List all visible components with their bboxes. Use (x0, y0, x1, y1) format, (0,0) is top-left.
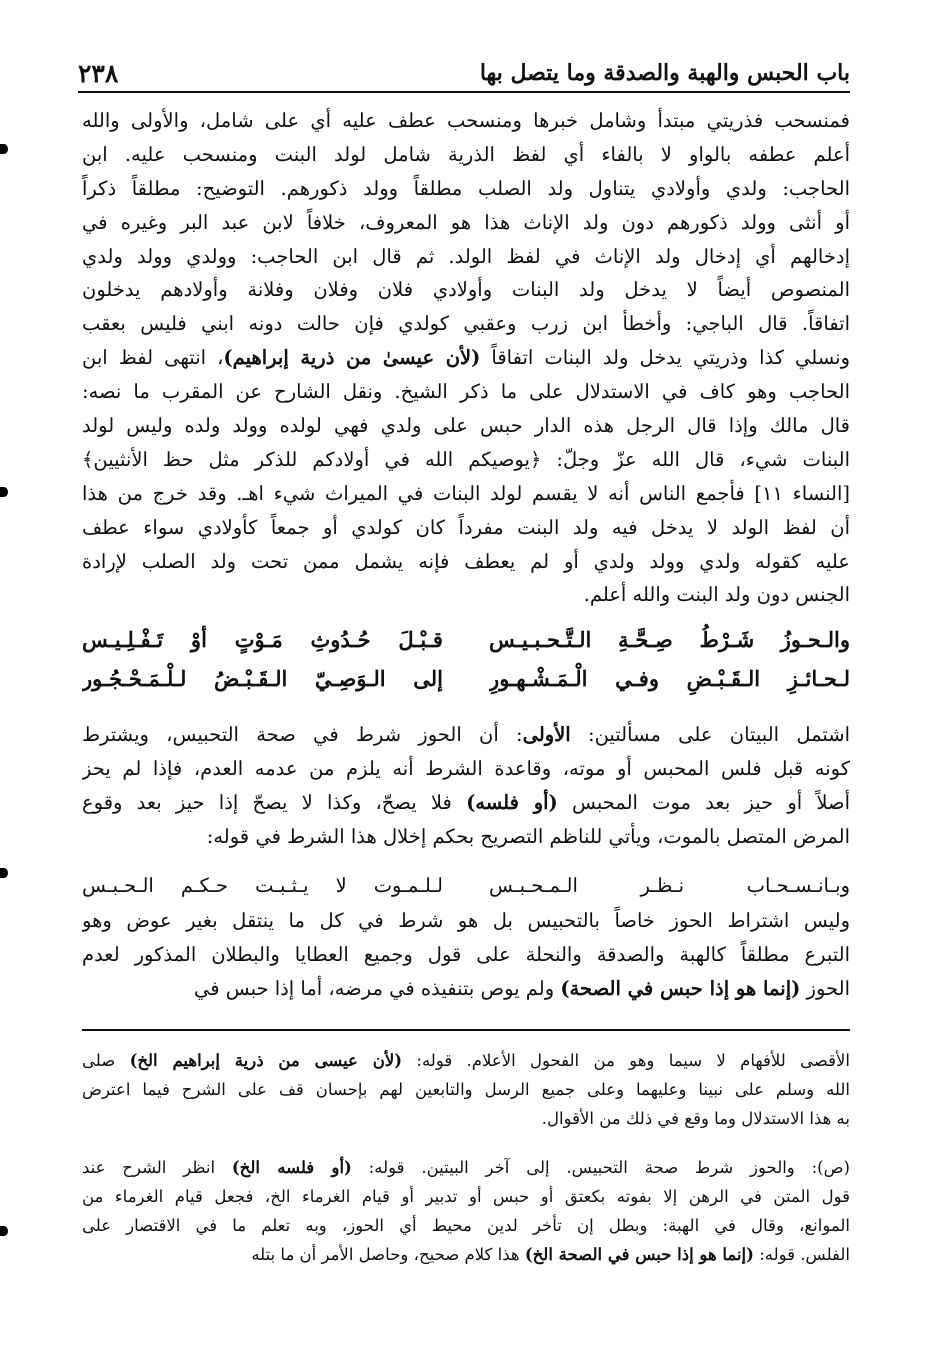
text-segment: أو أنثى وولد ذكورهم دون ولد الإناث هذا هو المعروف، خلافاً لابن عبد البر وغيره في (82, 210, 850, 234)
margin-mark (0, 868, 8, 878)
text-line (82, 1046, 850, 1075)
text-segment: ولم يوص بتنفيذه في مرضه، أما إذا حبس في (193, 976, 561, 1000)
text-segment: ، انتهى لفظ ابن (82, 346, 224, 370)
text-segment: الجنس دون ولد البنت والله أعلم. (583, 583, 850, 607)
text-segment: فمنسحب فذريتي مبتدأ وشامل خبرها ومنسحب عطف عليه أي على شامل، والأولى والله (82, 109, 850, 132)
text-line (82, 477, 850, 511)
text-segment: عليه كقوله ولدي وولد ولدي أو لم يعطف فإنه يشمل ممن تحت ولد الصلب لإرادة (82, 549, 850, 573)
poem-verses (82, 620, 850, 698)
text-line (82, 1153, 850, 1182)
text-segment: صلى (82, 1051, 130, 1070)
text-line (82, 972, 850, 1006)
main-text (82, 104, 850, 612)
text-segment: الفلس. قوله: (753, 1245, 850, 1264)
text-segment: به هذا الاستدلال وما وقع في ذلك من الأقوال. (541, 1109, 850, 1128)
text-line (82, 443, 850, 477)
text-segment: الحاجب وهو كاف في الاستدلال على ما ذكر الشيخ. ونقل الشارح عن المقرب ما نصه: (82, 380, 850, 404)
text-segment: المرض المتصل بالموت، ويأتي للناظم التصريح بحكم إخلال هذا الشرط في قوله: (206, 824, 850, 848)
text-line (82, 138, 850, 172)
text-segment: اشتمل البيتان على مسألتين: (570, 723, 850, 746)
text-segment: إدخالهم أي إدخال ولد الإناث في لفظ الولد. ثم قال ابن الحاجب: وولدي وولد ولدي (82, 244, 850, 268)
bold-quote: (أو فلسه الخ) (231, 1158, 352, 1177)
text-segment: (ص): والحوز شرط صحة التحبيس. إلى آخر البيتين. قوله: (351, 1158, 850, 1177)
text-segment: الله وسلم على نبينا وعليهما وعلى جميع الرسل والتابعين لهم بإحسان قف على الشرح فيما اعترض (82, 1080, 850, 1099)
verse-line (82, 659, 850, 698)
footnote-separator (82, 1029, 850, 1031)
text-segment: الأقصى للأفهام لا سيما وهو من الفحول الأعلام. قوله: (402, 1051, 850, 1070)
text-line (82, 938, 850, 972)
bold-quote: (أو فلسه) (466, 790, 558, 814)
text-line (82, 104, 850, 138)
text-segment: قال مالك وإذا قال الرجل هذه الدار حبس على ولدي فهي لولده وولد ولده وليس لولد (82, 414, 850, 438)
text-line (82, 718, 850, 752)
text-line (82, 307, 850, 341)
text-segment: الحوز (800, 976, 850, 1000)
text-line (82, 1240, 850, 1269)
verse-hemistich-second: قـبْـلَ حُـدُوثِ مَـوْتٍ أوْ تَـفْـلِـيـس (82, 627, 443, 652)
bold-quote: (لأن عيسىٰ من ذرية إبراهيم) (223, 346, 481, 370)
verse-hemistich-second: إلى الـوَصِـيّ الـقَـبْـضُ لـلْـمَـحْـجُـور (82, 666, 443, 691)
text-segment: أصلاً أو حيز بعد موت المحبس (557, 790, 850, 814)
running-title: باب الحبس والهبة والصدقة وما يتصل بها (479, 60, 850, 86)
margin-mark (0, 1226, 8, 1236)
text-line (82, 172, 850, 206)
text-segment: فلا يصحّ، وكذا لا يصحّ إذا حيز بعد وقوع (82, 790, 467, 814)
margin-mark (0, 487, 8, 497)
main-text-continued (82, 718, 850, 854)
text-segment: وليس اشتراط الحوز خاصاً بالتحبيس بل هو شرط في كل ما ينتقل بغير عوض وهو (82, 909, 850, 932)
text-segment: المنصوص أيضاً لا يدخل ولد البنات وأولادي فلان وفلان وفلانة وأولادهم يدخلون (82, 278, 850, 302)
text-segment: ونسلي كذا وذريتي يدخل ولد البنات اتفاقاً (480, 346, 850, 370)
text-line (82, 240, 850, 274)
text-line (82, 206, 850, 240)
text-line (82, 409, 850, 443)
text-segment: انظر الشرح عند (82, 1158, 232, 1177)
main-text-final (82, 904, 850, 1006)
text-line (82, 511, 850, 545)
text-line (82, 1211, 850, 1240)
text-segment: أعلم عطفه بالواو لا بالفاء أي لفظ الذرية شامل لولد البنت ومنسحب عليه. ابن (82, 142, 850, 166)
bold-quote: (إنما هو إذا حبس في الصحة الخ) (524, 1245, 754, 1264)
text-segment: الموانع، وقال في الهبة: وبطل إن تأخر لدين محيط أي الحوز، وبه تعلم ما في الاقتصار على (82, 1216, 850, 1235)
bold-quote: الأولى (522, 723, 571, 746)
header-rule (78, 91, 850, 93)
text-line (82, 341, 850, 375)
verse-hemistich-first: وبـانـسـحـاب نـظـر الـمـحـبـس (489, 874, 850, 897)
verse-hemistich-first: والـحـوزُ شَـرْطُ صِـحَّـةِ الـتَّـحـبـيـس (489, 627, 850, 652)
text-segment: : أن الحوز شرط في صحة التحبيس، ويشترط (82, 723, 523, 746)
text-segment: الحاجب: ولدي وأولادي يتناول ولد الصلب مطلقاً وولد ذكورهم. التوضيح: مطلقاً ذكراً (82, 176, 850, 200)
text-segment: [النساء ١١] فأجمع الناس أنه لا يقسم لولد البنات في الميراث شيء اهـ. وقد خرج من هذا (82, 481, 850, 505)
text-segment: أن لفظ الولد لا يدخل فيه ولد البنت مفرداً كان كولدي أو جمعاً كأولادي سواء عطف (82, 515, 850, 539)
text-segment: التبرع مطلقاً كالهبة والصدقة والنحلة على قول وجميع العطايا والبطلان المذكور لعدم (82, 942, 850, 966)
text-line (82, 1075, 850, 1104)
text-segment: قول المتن في الرهن إلا بفوته بكعتق أو حبس أو تدبير أو قيام الغرماء الخ، فجعل قيام الغرماء من (82, 1187, 850, 1206)
footnote-1 (82, 1046, 850, 1133)
page-number: ٢٣٨ (78, 58, 119, 88)
poem-verse-quoted (82, 866, 850, 905)
text-line (82, 786, 850, 820)
margin-mark (0, 144, 8, 154)
text-line (82, 752, 850, 786)
text-segment: كونه قبل فلس المحبس أو موته، وقاعدة الشرط أنه يلزم من عدمه العدم، فإذا لم يحز (82, 756, 850, 780)
page-header (78, 56, 850, 90)
verse-line (82, 620, 850, 659)
text-segment: اتفاقاً. قال الباجي: وأخطأ ابن زرب وعقبي كولدي فإن حالت دونه ابني فليس بعقب (82, 312, 850, 336)
text-line (82, 1104, 850, 1133)
verse-hemistich-second: لـلـمـوت لا يـثـبـت حـكـم الـحـبـس (82, 874, 443, 897)
bold-quote: (لأن عيسى من ذرية إبراهيم الخ) (129, 1051, 403, 1070)
text-line (82, 1182, 850, 1211)
verse-hemistich-first: لـحـائـزِ الـقَـبْـضِ وفـي الْـمَـشْـهـورِ (489, 666, 850, 691)
text-line (82, 273, 850, 307)
bold-quote: (إنما هو إذا حبس في الصحة) (560, 976, 801, 1000)
text-line (82, 904, 850, 938)
text-line (82, 375, 850, 409)
verse-line (82, 866, 850, 905)
footnote-2 (82, 1153, 850, 1269)
text-line (82, 545, 850, 579)
text-line (82, 820, 850, 854)
text-segment: البنات شيء، قال الله عزّ وجلّ: ﴿يوصيكم الله في أولادكم للذكر مثل حظ الأنثيين﴾ (82, 447, 850, 471)
text-line (82, 578, 850, 612)
text-segment: هذا كلام صحيح، وحاصل الأمر أن ما بتله (251, 1245, 525, 1264)
